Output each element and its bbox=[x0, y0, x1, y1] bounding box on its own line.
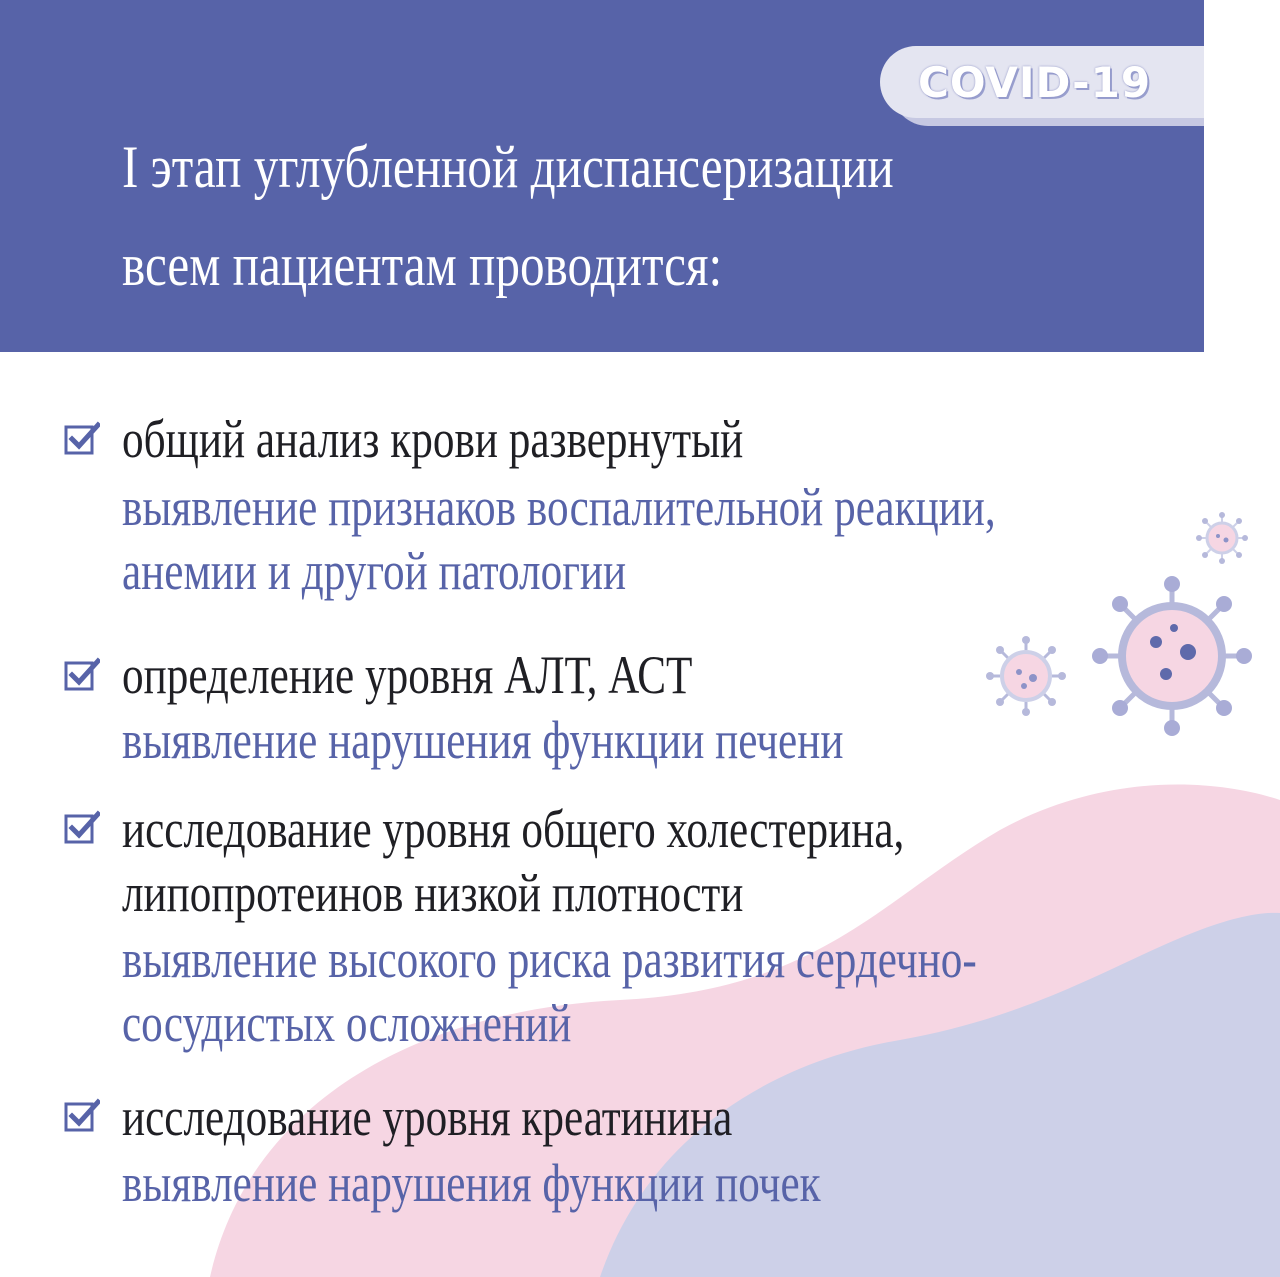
virus-icon-large bbox=[1092, 576, 1252, 736]
item-detail: выявление высокого риска развития сердечно- bbox=[122, 929, 977, 989]
checkbox-checked-icon bbox=[64, 1098, 100, 1134]
item-title: общий анализ крови развернутый bbox=[122, 409, 744, 469]
checkbox-checked-icon bbox=[64, 421, 100, 457]
page-title bbox=[122, 118, 894, 314]
item-title: липопротеинов низкой плотности bbox=[122, 863, 744, 923]
item-detail: выявление нарушения функции почек bbox=[122, 1153, 821, 1213]
virus-icon-medium bbox=[986, 636, 1066, 716]
item-detail: анемии и другой патологии bbox=[122, 541, 627, 601]
title-line-1: I этап углубленной диспансеризации bbox=[122, 134, 894, 200]
item-detail: сосудистых осложнений bbox=[122, 993, 572, 1053]
item-title: исследование уровня креатинина bbox=[122, 1087, 733, 1147]
badge-label: COVID-19 bbox=[918, 57, 1152, 107]
covid-badge bbox=[880, 46, 1204, 118]
virus-icon-small bbox=[1196, 512, 1248, 564]
item-detail: выявление признаков воспалительной реакции, bbox=[122, 477, 996, 537]
item-detail: выявление нарушения функции печени bbox=[122, 710, 844, 770]
item-title: определение уровня АЛТ, АСТ bbox=[122, 645, 693, 705]
item-title: исследование уровня общего холестерина, bbox=[122, 799, 905, 859]
checkbox-checked-icon bbox=[64, 810, 100, 846]
title-line-2: всем пациентам проводится: bbox=[122, 232, 723, 298]
checkbox-checked-icon bbox=[64, 657, 100, 693]
